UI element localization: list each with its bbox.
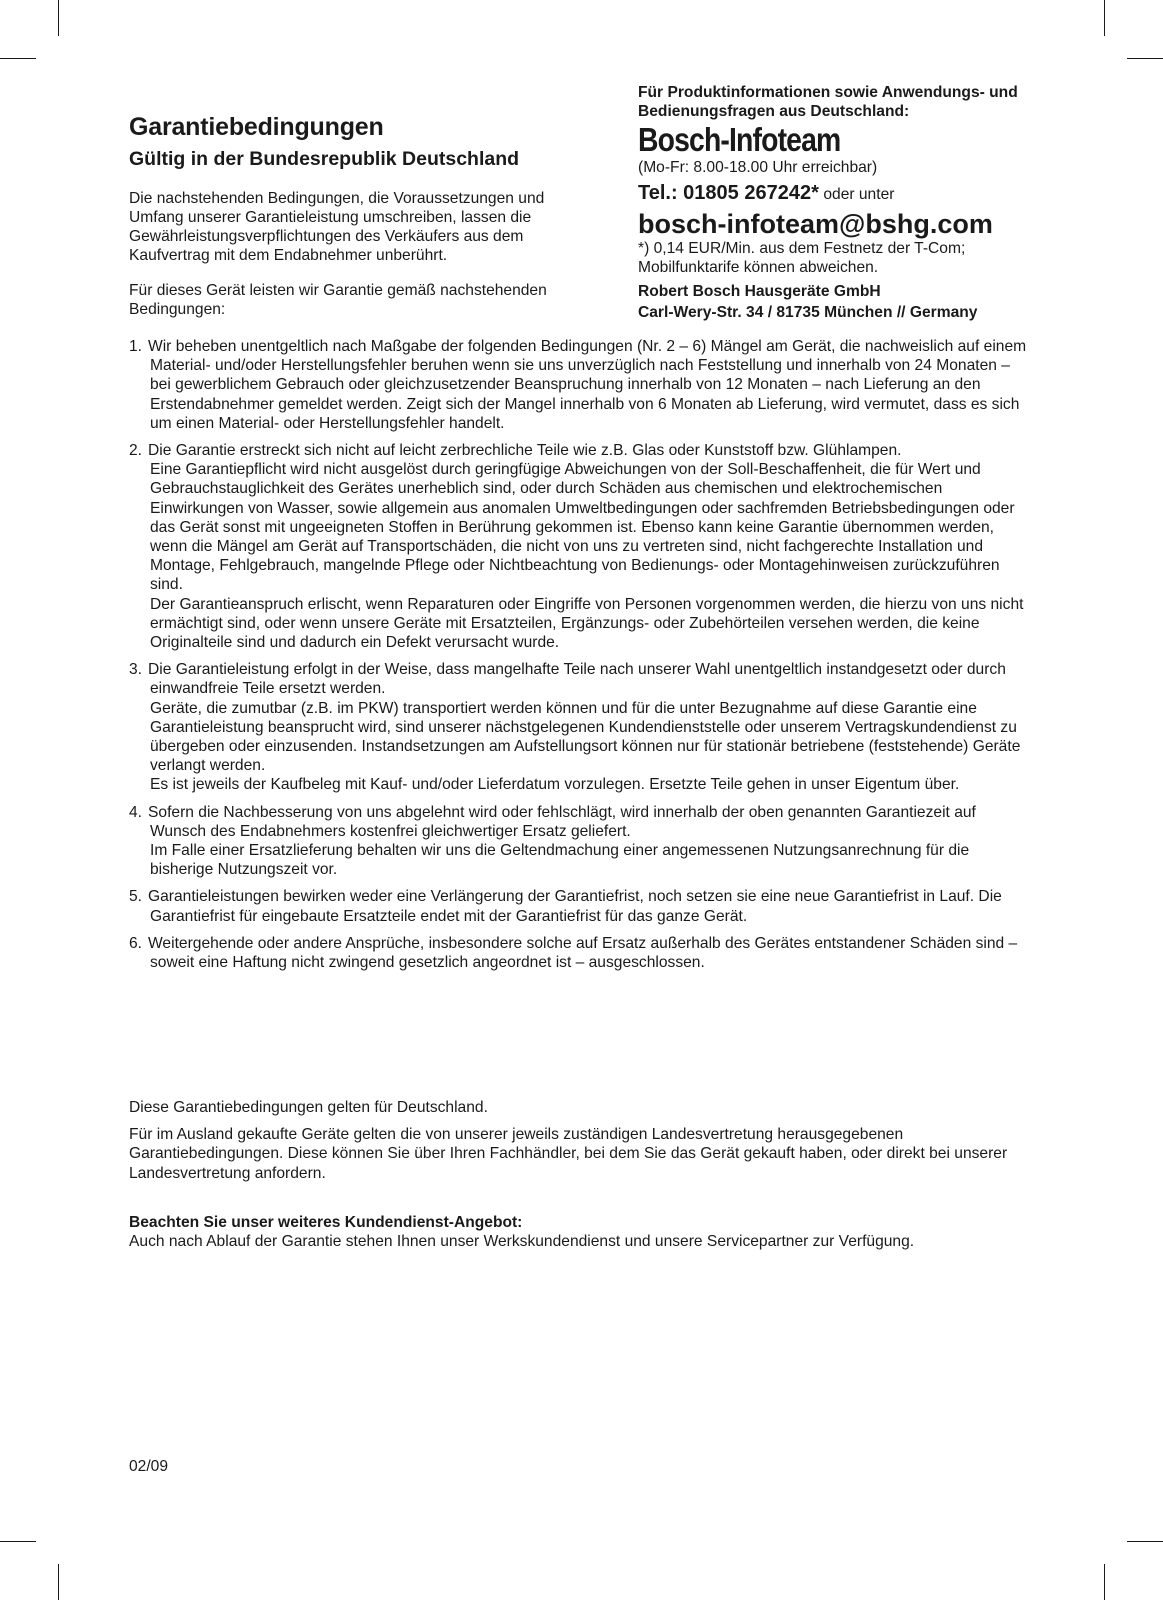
term-paragraph: Wir beheben unentgeltlich nach Maßgabe der folgenden Bedingungen (Nr. 2 – 6) Mängel am Gerät, die nachweislich auf einem Material- und/oder Herstellungsfehler beruhen wenn sie uns unverzüglich nach Feststellung und innerhalb von 24 Monaten – bei gewerblichem Gebrauch oder gleichzusetzender Beanspruchung innerhalb von 12 Monaten – nach Lieferung an den Erstendabnehmer gemeldet werden. Zeigt sich der Mangel innerhalb von 6 Monaten ab Lieferung, wird vermutet, dass es sich um einen Material- oder Herstellungsfehler handelt. [148, 338, 1027, 432]
term-item [129, 887, 1029, 925]
contact-phone[interactable]: Tel.: 01805 267242* [638, 182, 819, 204]
contact-price-note: *) 0,14 EUR/Min. aus dem Festnetz der T-Com; Mobilfunktarife können abweichen. [638, 240, 966, 276]
terms-list [129, 337, 1029, 980]
term-number: 4. [129, 803, 143, 821]
term-number: 6. [129, 934, 143, 952]
term-item [129, 803, 1029, 880]
contact-hours: (Mo-Fr: 8.00-18.00 Uhr erreichbar) [638, 159, 878, 176]
contact-phone-suffix: oder unter [823, 186, 895, 203]
term-item [129, 934, 1029, 972]
crop-mark-top-left [58, 0, 59, 36]
service-heading: Beachten Sie unser weiteres Kundendienst-Angebot: [129, 1213, 523, 1231]
term-paragraph: Eine Garantiepflicht wird nicht ausgelöst durch geringfügige Abweichungen von der Soll-Beschaffenheit, die für Wert und Gebrauchstauglichkeit des Gerätes unerheblich sind, oder durch Schäden aus chemischen und elektrochemischen Einwirkungen von Wasser, sowie allgemein aus anomalen Umweltbedingungen oder sachfremden Betriebsbedingungen oder das Gerät sonst mit ungeeigneten Stoffen in Berührung gekommen ist. Ebenso kann keine Garantie übernommen werden, wenn die Mängel am Gerät auf Transportschäden, die nicht von uns zu vertreten sind, nicht fachgerechte Installation und Montage, Fehlgebrauch, mangelnde Pflege oder Nichtbeachtung von Bedienungs- oder Montagehinweisen zurückzuführen sind. [150, 461, 1015, 594]
term-number: 2. [129, 442, 143, 460]
service-body: Auch nach Ablauf der Garantie stehen Ihnen unser Werkskundendienst und unsere Servicepartner zur Verfügung. [129, 1233, 915, 1251]
contact-address: Carl-Wery-Str. 34 / 81735 München // Germany [638, 304, 978, 321]
crop-mark-bottom-left [58, 1564, 59, 1600]
term-paragraph: Garantieleistungen bewirken weder eine Verlängerung der Garantiefrist, noch setzen sie eine neue Garantiefrist in Lauf. Die Garantiefrist für eingebaute Ersatzteile endet mit der Garantiefrist für das ganze Gerät. [148, 888, 1002, 925]
intro-paragraph-2: Für dieses Gerät leisten wir Garantie gemäß nachstehenden Bedingungen: [129, 282, 547, 319]
term-paragraph: Sofern die Nachbesserung von uns abgelehnt wird oder fehlschlägt, wird innerhalb der oben genannten Garantiezeit auf Wunsch des Endabnehmers kostenfrei gleichwertiger Ersatz geliefert. [148, 803, 976, 840]
crop-mark-top-right-h [1127, 58, 1163, 59]
validity-statement: Diese Garantiebedingungen gelten für Deutschland. [129, 1099, 488, 1116]
warranty-footer [129, 1098, 1029, 1251]
warranty-header [129, 112, 599, 319]
term-item [129, 337, 1029, 433]
term-number: 5. [129, 888, 143, 906]
crop-mark-top-right [1104, 0, 1105, 36]
term-item [129, 660, 1029, 794]
term-number: 3. [129, 661, 143, 679]
brand-logo-text: Bosch-Infoteam [638, 121, 841, 158]
page-code: 02/09 [129, 1458, 169, 1475]
abroad-statement: Für im Ausland gekaufte Geräte gelten die von unserer jeweils zuständigen Landesvertretung herausgegebenen Garantiebedingungen. Diese können Sie über Ihren Fachhändler, bei dem Sie das Gerät gekauft haben, oder direkt bei unserer Landesvertretung anfordern. [129, 1126, 1008, 1182]
term-number: 1. [129, 338, 143, 355]
contact-box [638, 83, 1058, 323]
term-paragraph: Im Falle einer Ersatzlieferung behalten wir uns die Geltendmachung einer angemessenen Nutzungsanrechnung für die bisherige Nutzungszeit vor. [150, 842, 970, 879]
term-paragraph: Der Garantieanspruch erlischt, wenn Reparaturen oder Eingriffe von Personen vorgenommen werden, die hierzu von uns nicht ermächtigt sind, oder wenn unsere Geräte mit Ersatzteilen, Ergänzungs- oder Zubehörteilen versehen werden, die keine Originalteile sind und dadurch ein Defekt verursacht wurde. [150, 595, 1024, 652]
page-title: Garantiebedingungen [129, 113, 384, 141]
crop-mark-bottom-left-h [0, 1541, 36, 1542]
term-item [129, 441, 1029, 652]
term-paragraph: Geräte, die zumutbar (z.B. im PKW) transportiert werden können und für die unter Bezugnahme auf diese Garantie eine Garantieleistung beansprucht wird, sind unserer nächstgelegenen Kundendienststelle oder unserem Vertragskundendienst zu übergeben oder einzusenden. Instandsetzungen am Aufstellungsort können nur für stationär betriebene (feststehende) Geräte verlangt werden. [150, 699, 1021, 775]
crop-mark-bottom-right-h [1127, 1541, 1163, 1542]
contact-email[interactable]: bosch-infoteam@bshg.com [638, 209, 993, 239]
intro-paragraph-1: Die nachstehenden Bedingungen, die Voraussetzungen und Umfang unserer Garantieleistung umschreiben, lassen die Gewährleistungsverpflichtungen des Verkäufers aus dem Kaufvertrag mit dem Endabnehmer unberührt. [129, 190, 545, 265]
crop-mark-bottom-right [1104, 1564, 1105, 1600]
contact-heading: Für Produktinformationen sowie Anwendungs- und Bedienungsfragen aus Deutschland: [638, 84, 1018, 120]
contact-phone-line [638, 181, 1058, 207]
term-paragraph: Die Garantie erstreckt sich nicht auf leicht zerbrechliche Teile wie z.B. Glas oder Kunststoff bzw. Glühlampen. [148, 442, 902, 460]
term-paragraph: Es ist jeweils der Kaufbeleg mit Kauf- und/oder Lieferdatum vorzulegen. Ersetzte Teile gehen in unser Eigentum über. [150, 776, 960, 794]
term-paragraph: Weitergehende oder andere Ansprüche, insbesondere solche auf Ersatz außerhalb des Gerätes entstandener Schäden sind – soweit eine Haftung nicht zwingend gesetzlich angeordnet ist – ausgeschlossen. [148, 934, 1018, 972]
term-paragraph: Die Garantieleistung erfolgt in der Weise, dass mangelhafte Teile nach unserer Wahl unentgeltlich instandgesetzt oder durch einwandfreie Teile ersetzt werden. [148, 661, 1006, 698]
crop-mark-top-left-h [0, 58, 36, 59]
page-subtitle: Gültig in der Bundesrepublik Deutschland [129, 148, 520, 170]
contact-company: Robert Bosch Hausgeräte GmbH [638, 283, 881, 300]
